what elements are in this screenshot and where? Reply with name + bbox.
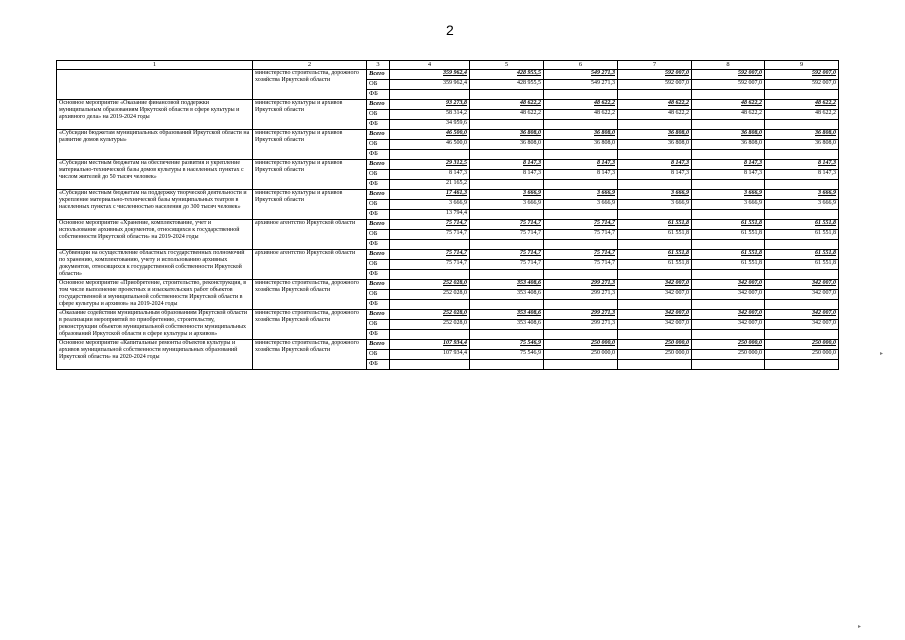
amount-cell [692, 360, 765, 370]
amount-cell: 3 666,9 [692, 200, 765, 210]
executor: министерство культуры и архивов Иркутской области [253, 160, 367, 190]
column-header: 7 [618, 61, 692, 70]
amount-cell [692, 90, 765, 100]
funding-source: ОБ [367, 170, 390, 180]
amount-cell: 592 007,0 [765, 80, 839, 90]
funding-source: Всего [367, 130, 390, 140]
amount-cell [544, 240, 618, 250]
amount-cell: 299 271,3 [544, 280, 618, 290]
amount-cell: 3 666,9 [544, 200, 618, 210]
amount-cell: 342 007,0 [618, 320, 692, 330]
amount-cell [544, 120, 618, 130]
amount-cell: 61 551,8 [692, 260, 765, 270]
amount-cell: 353 408,6 [470, 280, 544, 290]
amount-cell: 61 551,8 [618, 250, 692, 260]
activity-name: Основное мероприятие «Хранение, комплектование, учет и использование архивных документов, относящихся к государственной собственности Иркутской области» на 2019-2024 годы [57, 220, 253, 250]
amount-cell: 34 959,6 [390, 120, 470, 130]
amount-cell [470, 330, 544, 340]
amount-cell: 250 000,0 [692, 350, 765, 360]
amount-cell: 342 007,0 [765, 310, 839, 320]
amount-cell [618, 90, 692, 100]
amount-cell [470, 360, 544, 370]
funding-source: Всего [367, 160, 390, 170]
scan-mark: ▸ [858, 624, 862, 630]
amount-cell [544, 360, 618, 370]
amount-cell: 75 714,7 [470, 260, 544, 270]
amount-cell: 75 546,9 [470, 340, 544, 350]
budget-table [56, 60, 839, 370]
table-row [57, 130, 839, 140]
amount-cell [618, 360, 692, 370]
amount-cell: 48 622,2 [692, 110, 765, 120]
executor: министерство строительства, дорожного хозяйства Иркутской области [253, 340, 367, 370]
amount-cell: 252 028,0 [390, 310, 470, 320]
amount-cell: 61 551,8 [692, 230, 765, 240]
amount-cell: 75 546,9 [470, 350, 544, 360]
amount-cell: 36 808,0 [692, 140, 765, 150]
column-header: 6 [544, 61, 618, 70]
amount-cell: 342 007,0 [765, 280, 839, 290]
amount-cell [470, 210, 544, 220]
funding-source: ОБ [367, 110, 390, 120]
table-row [57, 280, 839, 290]
amount-cell: 61 551,8 [765, 260, 839, 270]
amount-cell: 61 551,8 [618, 260, 692, 270]
executor: архивное агентство Иркутской области [253, 250, 367, 280]
page-number: 2 [446, 22, 454, 38]
amount-cell: 75 714,7 [470, 230, 544, 240]
amount-cell [390, 330, 470, 340]
amount-cell [544, 90, 618, 100]
activity-name: «Субсидии местным бюджетам на поддержку творческой деятельности и укрепление материально-технической базы муниципальных театров в населенных пунктах с численностью населения до 300 тысяч человек» [57, 190, 253, 220]
amount-cell: 342 007,0 [765, 320, 839, 330]
amount-cell: 8 147,3 [618, 160, 692, 170]
amount-cell [692, 150, 765, 160]
amount-cell [544, 150, 618, 160]
activity-name: Основное мероприятие «Приобретение, строительство, реконструкция, в том числе выполнение проектных и изыскательских работ объектов государственной и муниципальной собственности Иркутской области в сфере культуры и архивов» на 2019-2024 годы [57, 280, 253, 310]
amount-cell [765, 180, 839, 190]
table-row [57, 190, 839, 200]
amount-cell: 592 007,0 [618, 70, 692, 80]
scan-mark: ▸ [880, 351, 884, 357]
funding-source: ОБ [367, 140, 390, 150]
funding-source: ОБ [367, 260, 390, 270]
table-row [57, 340, 839, 350]
executor: министерство культуры и архивов Иркутской области [253, 190, 367, 220]
funding-source: ФБ [367, 330, 390, 340]
amount-cell: 17 461,3 [390, 190, 470, 200]
amount-cell [765, 240, 839, 250]
amount-cell [692, 330, 765, 340]
amount-cell [470, 180, 544, 190]
amount-cell [618, 240, 692, 250]
amount-cell: 8 147,3 [765, 170, 839, 180]
amount-cell: 61 551,8 [692, 250, 765, 260]
amount-cell: 48 622,2 [544, 110, 618, 120]
amount-cell [470, 300, 544, 310]
funding-source: Всего [367, 250, 390, 260]
column-header: 5 [470, 61, 544, 70]
amount-cell [765, 360, 839, 370]
executor: министерство строительства, дорожного хозяйства Иркутской области [253, 70, 367, 100]
table-row [57, 250, 839, 260]
amount-cell: 8 147,3 [692, 170, 765, 180]
amount-cell [692, 270, 765, 280]
amount-cell [618, 270, 692, 280]
amount-cell [618, 150, 692, 160]
amount-cell [618, 180, 692, 190]
amount-cell: 36 808,0 [470, 140, 544, 150]
funding-source: Всего [367, 280, 390, 290]
amount-cell: 3 666,9 [390, 200, 470, 210]
amount-cell: 342 007,0 [618, 310, 692, 320]
amount-cell [765, 150, 839, 160]
funding-source: ФБ [367, 180, 390, 190]
column-header: 2 [253, 61, 367, 70]
amount-cell: 75 714,7 [544, 250, 618, 260]
amount-cell: 8 147,3 [544, 170, 618, 180]
funding-source: ФБ [367, 90, 390, 100]
amount-cell: 250 000,0 [618, 350, 692, 360]
amount-cell: 36 808,0 [544, 130, 618, 140]
column-header: 3 [367, 61, 390, 70]
table-row [57, 160, 839, 170]
amount-cell: 3 666,9 [618, 200, 692, 210]
amount-cell: 75 714,7 [390, 250, 470, 260]
funding-source: ОБ [367, 230, 390, 240]
amount-cell: 3 666,9 [765, 190, 839, 200]
amount-cell [390, 360, 470, 370]
amount-cell [765, 300, 839, 310]
amount-cell: 3 666,9 [470, 190, 544, 200]
amount-cell [692, 210, 765, 220]
executor: министерство строительства, дорожного хозяйства Иркутской области [253, 280, 367, 310]
amount-cell: 8 147,3 [390, 170, 470, 180]
amount-cell: 61 551,8 [692, 220, 765, 230]
amount-cell: 36 808,0 [618, 130, 692, 140]
amount-cell: 359 962,4 [390, 70, 470, 80]
table-row [57, 220, 839, 230]
amount-cell: 342 007,0 [765, 290, 839, 300]
amount-cell: 61 551,8 [765, 220, 839, 230]
amount-cell: 75 714,7 [390, 220, 470, 230]
funding-source: Всего [367, 100, 390, 110]
amount-cell: 592 007,0 [765, 70, 839, 80]
amount-cell: 48 622,2 [692, 100, 765, 110]
amount-cell: 3 666,9 [544, 190, 618, 200]
funding-source: Всего [367, 70, 390, 80]
amount-cell [544, 270, 618, 280]
amount-cell: 8 147,3 [470, 170, 544, 180]
funding-source: Всего [367, 190, 390, 200]
funding-source: ФБ [367, 270, 390, 280]
amount-cell: 353 408,6 [470, 320, 544, 330]
activity-name: Основное мероприятие «Оказание финансовой поддержки муниципальным образованиям Иркутской области в сфере культуры и архивного дела» на 2019-2024 годы [57, 100, 253, 130]
amount-cell: 75 714,7 [390, 260, 470, 270]
amount-cell [390, 300, 470, 310]
executor: министерство культуры и архивов Иркутской области [253, 130, 367, 160]
amount-cell: 48 622,2 [618, 100, 692, 110]
amount-cell: 250 000,0 [544, 350, 618, 360]
amount-cell: 75 714,7 [470, 250, 544, 260]
amount-cell [765, 330, 839, 340]
amount-cell: 592 007,0 [618, 80, 692, 90]
amount-cell: 250 000,0 [765, 340, 839, 350]
amount-cell: 8 147,3 [618, 170, 692, 180]
amount-cell: 250 000,0 [544, 340, 618, 350]
amount-cell: 250 000,0 [765, 350, 839, 360]
activity-name: «Субсидии бюджетам муниципальных образований Иркутской области на развитие домов культуры» [57, 130, 253, 160]
amount-cell: 93 273,8 [390, 100, 470, 110]
amount-cell: 61 551,8 [765, 230, 839, 240]
amount-cell: 549 271,3 [544, 70, 618, 80]
amount-cell [544, 180, 618, 190]
amount-cell: 299 271,3 [544, 290, 618, 300]
amount-cell: 75 714,7 [470, 220, 544, 230]
amount-cell: 8 147,3 [692, 160, 765, 170]
activity-name: Основное мероприятие «Капитальные ремонты объектов культуры и архивов муниципальной собственности муниципальных образований Иркутской области» на 2020-2024 годы [57, 340, 253, 370]
amount-cell [692, 240, 765, 250]
amount-cell: 13 794,4 [390, 210, 470, 220]
amount-cell [470, 240, 544, 250]
activity-name: «Субсидии местным бюджетам на обеспечение развития и укрепление материально-технической базы домов культуры в населенных пунктах с числом жителей до 50 тысяч человек» [57, 160, 253, 190]
amount-cell: 342 007,0 [692, 320, 765, 330]
activity-name [57, 70, 253, 100]
amount-cell: 48 622,2 [765, 110, 839, 120]
amount-cell [765, 120, 839, 130]
amount-cell [390, 270, 470, 280]
amount-cell: 3 666,9 [618, 190, 692, 200]
amount-cell [390, 150, 470, 160]
amount-cell: 252 028,0 [390, 320, 470, 330]
funding-source: ОБ [367, 80, 390, 90]
amount-cell: 592 007,0 [692, 70, 765, 80]
funding-source: ОБ [367, 290, 390, 300]
amount-cell [765, 210, 839, 220]
amount-cell: 342 007,0 [692, 280, 765, 290]
amount-cell [470, 270, 544, 280]
amount-cell: 21 165,2 [390, 180, 470, 190]
amount-cell [692, 120, 765, 130]
header-row [57, 61, 839, 70]
amount-cell: 8 147,3 [470, 160, 544, 170]
amount-cell: 29 312,5 [390, 160, 470, 170]
executor: архивное агентство Иркутской области [253, 220, 367, 250]
amount-cell [544, 330, 618, 340]
amount-cell [544, 210, 618, 220]
funding-source: ОБ [367, 320, 390, 330]
amount-cell: 58 314,2 [390, 110, 470, 120]
amount-cell [390, 90, 470, 100]
amount-cell: 36 808,0 [765, 130, 839, 140]
amount-cell: 36 808,0 [692, 130, 765, 140]
amount-cell: 107 934,4 [390, 340, 470, 350]
amount-cell: 3 666,9 [470, 200, 544, 210]
amount-cell: 299 271,3 [544, 320, 618, 330]
amount-cell: 8 147,3 [765, 160, 839, 170]
amount-cell: 342 007,0 [618, 290, 692, 300]
column-header: 4 [390, 61, 470, 70]
amount-cell: 75 714,7 [390, 230, 470, 240]
executor: министерство культуры и архивов Иркутской области [253, 100, 367, 130]
amount-cell: 592 007,0 [692, 80, 765, 90]
funding-source: ФБ [367, 210, 390, 220]
funding-source: ФБ [367, 300, 390, 310]
amount-cell: 107 934,4 [390, 350, 470, 360]
amount-cell: 48 622,2 [765, 100, 839, 110]
column-header: 9 [765, 61, 839, 70]
funding-source: Всего [367, 340, 390, 350]
amount-cell: 46 500,0 [390, 140, 470, 150]
table-row [57, 70, 839, 80]
amount-cell: 48 622,2 [470, 110, 544, 120]
amount-cell: 342 007,0 [692, 310, 765, 320]
activity-name: «Оказание содействия муниципальным образованиям Иркутской области в реализации мероприятий по приобретению, строительству, реконструкции объектов муниципальной собственности муниципальных образований Иркутской области в сфере культуры и архивов» [57, 310, 253, 340]
amount-cell: 46 500,0 [390, 130, 470, 140]
funding-source: ОБ [367, 200, 390, 210]
amount-cell: 299 271,3 [544, 310, 618, 320]
amount-cell [390, 240, 470, 250]
amount-cell: 48 622,2 [470, 100, 544, 110]
amount-cell: 549 271,3 [544, 80, 618, 90]
amount-cell: 3 666,9 [692, 190, 765, 200]
activity-name: «Субвенции на осуществление областных государственных полномочий по хранению, комплектованию, учету и использованию архивных документов, относящихся к государственной собственности Иркутской области» [57, 250, 253, 280]
amount-cell: 428 955,5 [470, 80, 544, 90]
amount-cell: 353 408,6 [470, 290, 544, 300]
amount-cell: 36 808,0 [470, 130, 544, 140]
amount-cell: 250 000,0 [692, 340, 765, 350]
amount-cell [470, 150, 544, 160]
table-row [57, 100, 839, 110]
amount-cell: 61 551,8 [765, 250, 839, 260]
amount-cell: 36 808,0 [544, 140, 618, 150]
amount-cell [618, 120, 692, 130]
amount-cell: 353 408,6 [470, 310, 544, 320]
funding-source: ФБ [367, 150, 390, 160]
amount-cell [470, 120, 544, 130]
amount-cell: 61 551,8 [618, 220, 692, 230]
amount-cell [618, 210, 692, 220]
amount-cell [765, 90, 839, 100]
amount-cell: 250 000,0 [618, 340, 692, 350]
amount-cell [544, 300, 618, 310]
amount-cell: 342 007,0 [618, 280, 692, 290]
amount-cell: 48 622,2 [618, 110, 692, 120]
amount-cell: 8 147,3 [544, 160, 618, 170]
table-row [57, 310, 839, 320]
amount-cell: 48 622,2 [544, 100, 618, 110]
amount-cell: 75 714,7 [544, 230, 618, 240]
executor: министерство строительства, дорожного хозяйства Иркутской области [253, 310, 367, 340]
column-header: 1 [57, 61, 253, 70]
amount-cell [618, 330, 692, 340]
amount-cell: 61 551,8 [618, 230, 692, 240]
amount-cell: 75 714,7 [544, 220, 618, 230]
amount-cell [765, 270, 839, 280]
amount-cell: 75 714,7 [544, 260, 618, 270]
funding-source: ФБ [367, 240, 390, 250]
amount-cell: 342 007,0 [692, 290, 765, 300]
amount-cell: 359 962,4 [390, 80, 470, 90]
funding-source: Всего [367, 310, 390, 320]
amount-cell [470, 90, 544, 100]
column-header: 8 [692, 61, 765, 70]
funding-source: ФБ [367, 120, 390, 130]
amount-cell: 36 808,0 [765, 140, 839, 150]
amount-cell [618, 300, 692, 310]
funding-source: ФБ [367, 360, 390, 370]
amount-cell [692, 300, 765, 310]
amount-cell: 252 028,0 [390, 290, 470, 300]
amount-cell: 3 666,9 [765, 200, 839, 210]
amount-cell: 252 028,0 [390, 280, 470, 290]
amount-cell: 428 955,5 [470, 70, 544, 80]
amount-cell: 36 808,0 [618, 140, 692, 150]
amount-cell [692, 180, 765, 190]
funding-source: Всего [367, 220, 390, 230]
funding-source: ОБ [367, 350, 390, 360]
